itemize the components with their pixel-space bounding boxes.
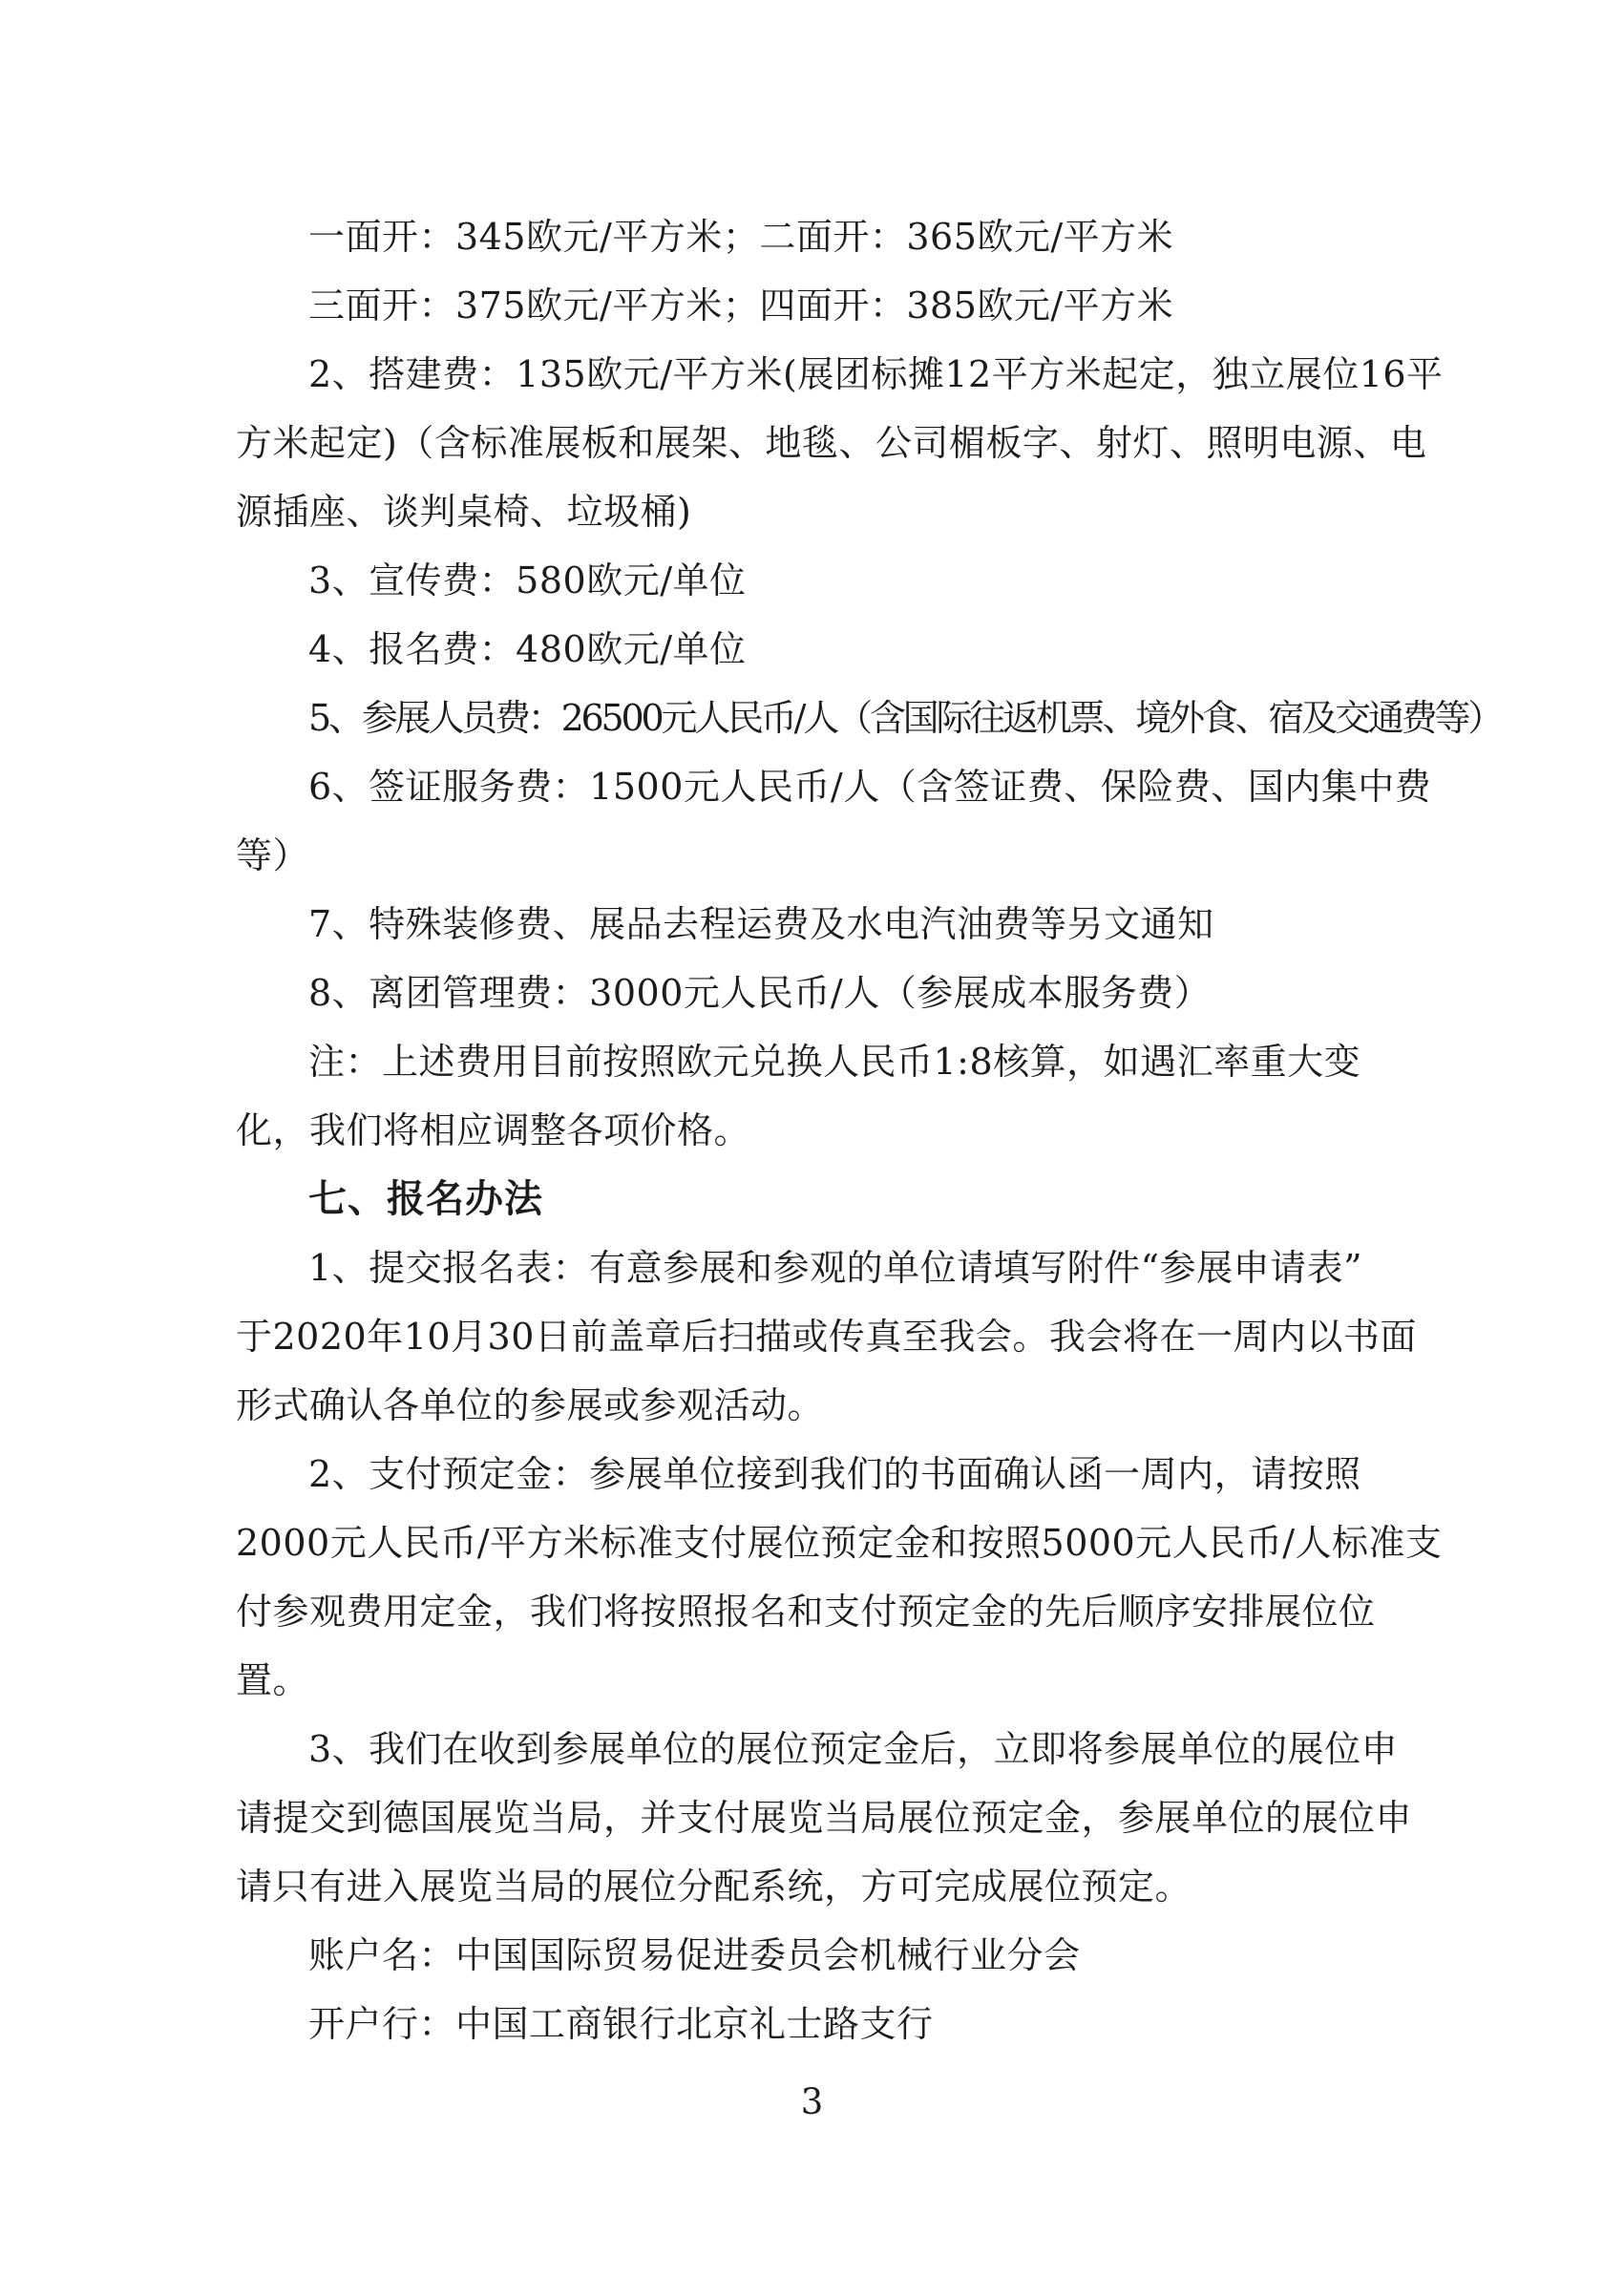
text-line: 请只有进入展览当局的展位分配系统，方可完成展位预定。	[236, 1866, 1192, 1908]
text-line: 于2020年10月30日前盖章后扫描或传真至我会。我会将在一周内以书面	[236, 1316, 1417, 1358]
text-line: 置。	[236, 1659, 310, 1701]
text-line: 3、宣传费：580欧元/单位	[308, 559, 747, 601]
text-line: 4、报名费：480欧元/单位	[308, 628, 747, 670]
text-line: 2、搭建费：135欧元/平方米(展团标摊12平方米起定，独立展位16平	[308, 353, 1444, 395]
text-line: 方米起定)（含标准展板和展架、地毯、公司楣板字、射灯、照明电源、电	[236, 422, 1427, 464]
text-line: 请提交到德国展览当局，并支付展览当局展位预定金，参展单位的展位申	[236, 1797, 1413, 1839]
text-line: 8、离团管理费：3000元人民币/人（参展成本服务费）	[308, 972, 1212, 1014]
text-line: 6、签证服务费：1500元人民币/人（含签证费、保险费、国内集中费	[308, 766, 1432, 808]
text-line: 一面开：345欧元/平方米；二面开：365欧元/平方米	[308, 216, 1174, 258]
text-line: 7、特殊装修费、展品去程运费及水电汽油费等另文通知	[308, 903, 1214, 945]
text-line: 形式确认各单位的参展或参观活动。	[236, 1384, 825, 1426]
text-line: 5、参展人员费：26500元人民币/人（含国际往返机票、境外食、宿及交通费等）	[308, 697, 1502, 739]
text-line: 3、我们在收到参展单位的展位预定金后，立即将参展单位的展位申	[308, 1728, 1399, 1770]
section-heading: 七、报名办法	[308, 1177, 543, 1221]
text-line: 三面开：375欧元/平方米；四面开：385欧元/平方米	[308, 285, 1174, 327]
text-line: 等）	[236, 834, 310, 876]
text-line: 开户行：中国工商银行北京礼士路支行	[308, 2003, 934, 2045]
text-line: 注：上述费用目前按照欧元兑换人民币1:8核算，如遇汇率重大变	[308, 1041, 1361, 1083]
page-number: 3	[800, 2081, 824, 2122]
text-line: 源插座、谈判桌椅、垃圾桶)	[236, 491, 692, 533]
text-line: 付参观费用定金，我们将按照报名和支付预定金的先后顺序安排展位位	[236, 1591, 1376, 1633]
text-line: 2、支付预定金：参展单位接到我们的书面确认函一周内，请按照	[308, 1453, 1361, 1495]
document-body	[236, 202, 1502, 2058]
text-line: 1、提交报名表：有意参展和参观的单位请填写附件“参展申请表”	[308, 1247, 1363, 1289]
text-line: 化，我们将相应调整各项价格。	[236, 1109, 751, 1151]
text-line: 2000元人民币/平方米标准支付展位预定金和按照5000元人民币/人标准支	[236, 1522, 1443, 1564]
text-line: 账户名：中国国际贸易促进委员会机械行业分会	[308, 1934, 1081, 1976]
